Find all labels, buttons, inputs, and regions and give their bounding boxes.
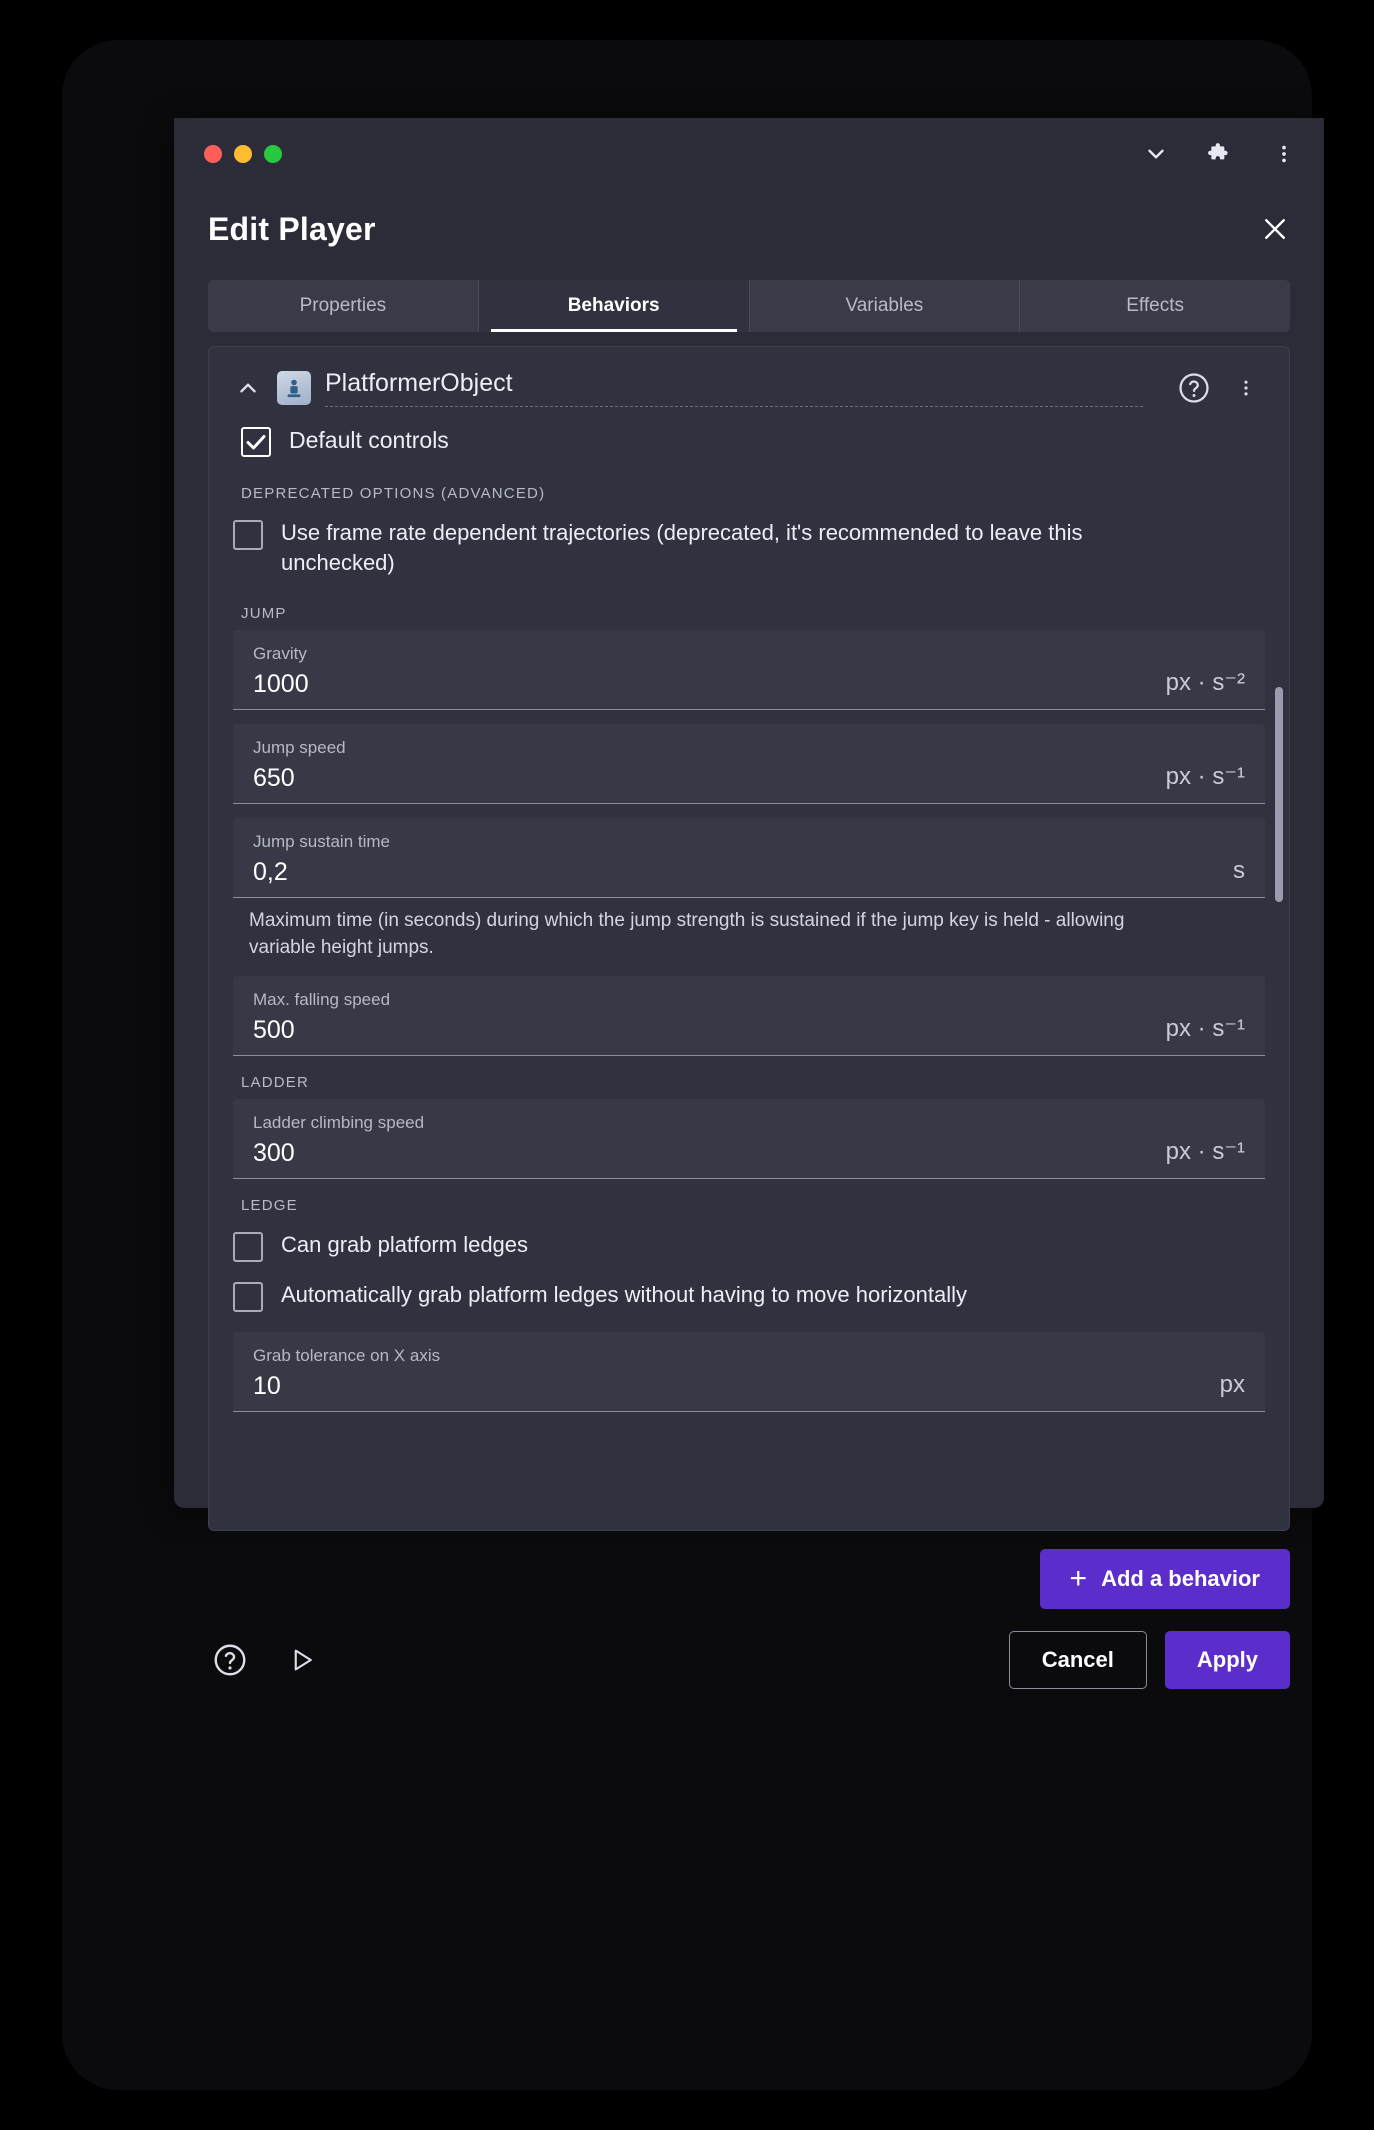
tab-properties[interactable]: Properties (208, 280, 479, 332)
field-max-falling-speed[interactable] (233, 976, 1265, 1056)
field-max-falling-speed-unit: px · s⁻¹ (1165, 1014, 1245, 1042)
field-jump-speed-value[interactable]: 650 (253, 764, 295, 793)
puzzle-icon[interactable] (1206, 140, 1234, 168)
auto-grab-ledges-checkbox[interactable] (233, 1282, 263, 1312)
auto-grab-ledges-label: Automatically grab platform ledges without having to move horizontally (281, 1281, 968, 1307)
field-jump-speed[interactable] (233, 724, 1265, 804)
field-jump-speed-unit: px · s⁻¹ (1165, 763, 1245, 791)
default-controls-row[interactable] (233, 417, 1265, 467)
field-jump-sustain-time-help: Maximum time (in seconds) during which the jump strength is sustained if the jump key is held - allowing variable height jumps. (249, 910, 1125, 958)
page-title: Edit Player (208, 210, 376, 247)
window-titlebar (174, 118, 1324, 190)
frame-rate-row[interactable] (233, 510, 1265, 587)
add-behavior-button[interactable] (1040, 1549, 1290, 1609)
dialog-footer (174, 1609, 1324, 1689)
default-controls-checkbox[interactable] (241, 427, 271, 457)
field-grab-tolerance-x-value[interactable]: 10 (253, 1371, 281, 1400)
close-icon[interactable] (1254, 208, 1296, 250)
dialog-header (174, 190, 1324, 268)
help-icon-footer[interactable] (208, 1638, 252, 1682)
apply-button[interactable]: Apply (1165, 1631, 1290, 1689)
field-jump-sustain-time[interactable] (233, 818, 1265, 898)
cancel-button[interactable]: Cancel (1009, 1631, 1147, 1689)
chevron-down-icon[interactable] (1142, 140, 1170, 168)
section-label-jump: JUMP (241, 605, 287, 623)
add-behavior-label: Add a behavior (1101, 1566, 1260, 1591)
behavior-body (209, 417, 1289, 1412)
field-gravity-unit: px · s⁻² (1165, 669, 1245, 697)
field-jump-sustain-time-label: Jump sustain time (253, 832, 390, 852)
frame-rate-checkbox[interactable] (233, 520, 263, 550)
field-jump-sustain-time-unit: s (1233, 857, 1245, 885)
auto-grab-ledges-row[interactable] (233, 1272, 1265, 1322)
behavior-menu-icon[interactable] (1227, 369, 1265, 407)
kebab-menu-icon[interactable] (1270, 140, 1298, 168)
behavior-name-input[interactable]: PlatformerObject (325, 369, 1143, 407)
frame-rate-label: Use frame rate dependent trajectories (deprecated, it's recommended to leave this unchecked) (281, 520, 1083, 575)
traffic-lights (204, 145, 282, 163)
titlebar-actions (1142, 140, 1298, 168)
tab-effects[interactable]: Effects (1126, 295, 1184, 316)
behavior-header (209, 347, 1289, 417)
preview-play-icon[interactable] (280, 1638, 324, 1682)
panel-scrollbar[interactable] (1275, 687, 1283, 902)
field-grab-tolerance-x[interactable] (233, 1332, 1265, 1412)
field-ladder-climbing-speed-label: Ladder climbing speed (253, 1112, 425, 1132)
minimize-window-button[interactable] (234, 145, 252, 163)
field-max-falling-speed-label: Max. falling speed (253, 989, 391, 1009)
add-behavior-row (174, 1531, 1324, 1609)
default-controls-label: Default controls (289, 427, 449, 453)
field-gravity-value[interactable]: 1000 (253, 670, 309, 699)
can-grab-ledges-label: Can grab platform ledges (281, 1231, 529, 1257)
edit-player-window (174, 118, 1324, 1672)
plus-icon: + (1069, 1562, 1088, 1595)
platformer-object-icon (277, 371, 311, 405)
field-ladder-climbing-speed-unit: px · s⁻¹ (1165, 1137, 1245, 1165)
field-ladder-climbing-speed-value[interactable]: 300 (253, 1138, 295, 1167)
help-icon[interactable] (1175, 369, 1213, 407)
tab-behaviors[interactable]: Behaviors (479, 280, 750, 332)
can-grab-ledges-row[interactable] (233, 1222, 1265, 1272)
field-max-falling-speed-value[interactable]: 500 (253, 1015, 295, 1044)
field-jump-sustain-time-value[interactable]: 0,2 (253, 858, 288, 887)
can-grab-ledges-checkbox[interactable] (233, 1232, 263, 1262)
footer-actions (1009, 1631, 1290, 1689)
dialog-tabs (208, 280, 1290, 332)
field-ladder-climbing-speed[interactable] (233, 1099, 1265, 1179)
field-gravity[interactable] (233, 630, 1265, 710)
deprecated-section-label: DEPRECATED OPTIONS (ADVANCED) (241, 485, 546, 502)
section-label-ladder: LADDER (241, 1073, 310, 1091)
behavior-panel (208, 346, 1290, 1531)
field-grab-tolerance-x-unit: px (1219, 1370, 1245, 1398)
tab-variables[interactable]: Variables (750, 280, 1021, 332)
field-gravity-label: Gravity (253, 644, 307, 664)
close-window-button[interactable] (204, 145, 222, 163)
collapse-chevron-icon[interactable] (233, 373, 263, 403)
field-jump-speed-label: Jump speed (253, 738, 346, 758)
device-frame (62, 40, 1312, 2090)
maximize-window-button[interactable] (264, 145, 282, 163)
field-grab-tolerance-x-label: Grab tolerance on X axis (253, 1345, 441, 1365)
section-label-ledge: LEDGE (241, 1196, 298, 1214)
